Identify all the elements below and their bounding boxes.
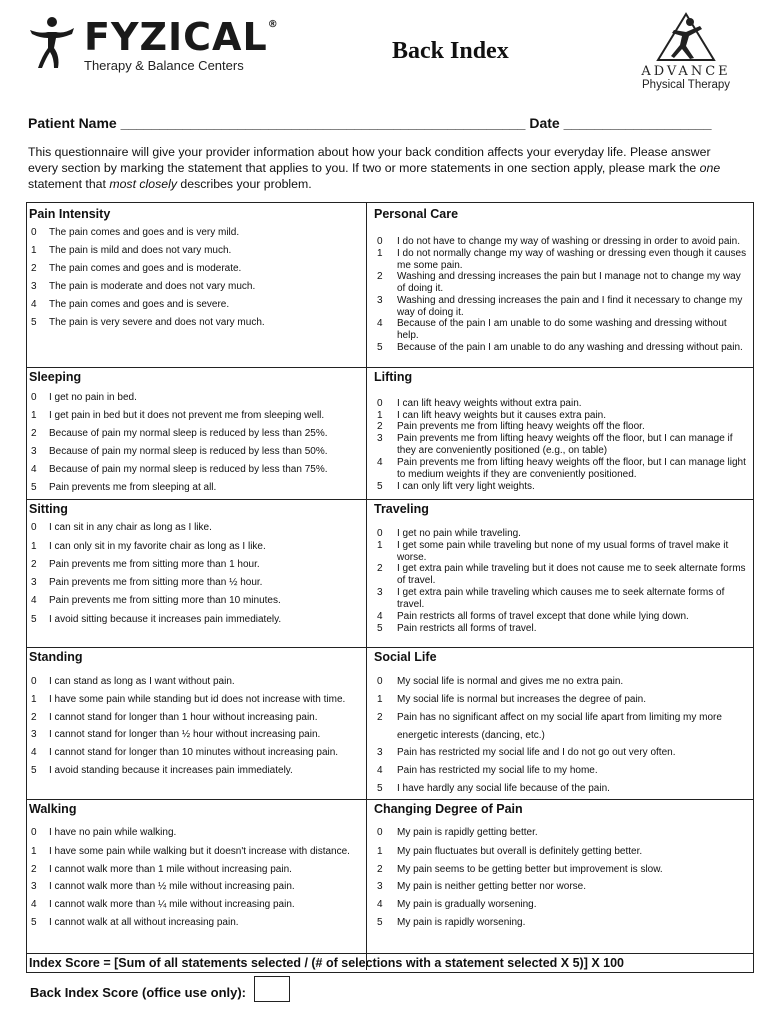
statement-sleeping-2[interactable] <box>31 428 328 439</box>
statement-number: 3 <box>377 433 383 444</box>
statement-text: Pain prevents me from sitting more than 1 hour. <box>49 559 260 570</box>
statement-text: My pain is rapidly getting better. <box>397 827 538 838</box>
statement-sleeping-0[interactable] <box>31 392 137 403</box>
statement-number: 1 <box>377 410 383 421</box>
statement-number: 3 <box>31 881 37 892</box>
statement-text: Pain prevents me from sleeping at all. <box>49 482 217 493</box>
statement-text: Pain prevents me from sitting more than 10 minutes. <box>49 595 281 606</box>
statement-pain-intensity-1[interactable] <box>31 245 231 256</box>
statement-social-life-4[interactable] <box>377 765 747 777</box>
statement-number: 2 <box>377 563 383 574</box>
statement-text: Pain has no significant affect on my social life apart from limiting my more <box>397 712 722 723</box>
statement-number: 5 <box>31 317 37 328</box>
statement-text: I get no pain in bed. <box>49 392 137 403</box>
statement-pain-intensity-2[interactable] <box>31 263 241 274</box>
statement-number: 0 <box>377 398 383 409</box>
section-title-personal-care: Personal Care <box>374 207 459 221</box>
statement-text: I can only lift very light weights. <box>397 481 535 492</box>
statement-traveling-2[interactable] <box>377 563 747 586</box>
statement-number: 4 <box>377 765 383 776</box>
statement-personal-care-3[interactable] <box>377 295 747 318</box>
statement-text: energetic interests (dancing, etc.) <box>397 730 545 741</box>
row-divider <box>27 499 753 500</box>
statement-sleeping-5[interactable] <box>31 482 216 493</box>
statement-number: 0 <box>377 528 383 539</box>
column-divider <box>366 203 367 970</box>
statement-number: 4 <box>31 595 37 606</box>
statement-lifting-5[interactable] <box>377 481 747 493</box>
statement-walking-2[interactable] <box>31 864 292 875</box>
statement-number: 5 <box>377 623 383 634</box>
statement-number: 5 <box>377 917 383 928</box>
statement-lifting-0[interactable] <box>377 398 747 410</box>
statement-text: I cannot walk more than 1 mile without increasing pain. <box>49 864 292 875</box>
statement-text: The pain is mild and does not vary much. <box>49 245 232 256</box>
statement-text: Pain prevents me from lifting heavy weights off the floor. <box>397 421 645 432</box>
section-title-sleeping: Sleeping <box>29 370 82 384</box>
statement-text: I get extra pain while traveling but it does not cause me to seek alternate forms of travel. <box>397 563 746 586</box>
office-score-box[interactable] <box>254 976 290 1002</box>
statement-number: 1 <box>31 410 37 421</box>
statement-number: 1 <box>377 248 383 259</box>
advance-name: ADVANCE <box>641 64 731 79</box>
statement-traveling-0[interactable] <box>377 528 747 540</box>
statement-number: 0 <box>377 676 383 687</box>
statement-standing-2[interactable] <box>31 712 318 723</box>
statement-sitting-3[interactable] <box>31 577 262 588</box>
statement-number: 0 <box>31 227 37 238</box>
statement-number: 2 <box>377 864 383 875</box>
statement-number: 1 <box>31 846 37 857</box>
statement-text: My social life is normal but increases the degree of pain. <box>397 694 647 705</box>
statement-text: I can stand as long as I want without pain. <box>49 676 235 687</box>
statement-text: I get extra pain while traveling which causes me to seek alternate forms of travel. <box>397 587 725 610</box>
statement-text: I have some pain while walking but it doesn't increase with distance. <box>49 846 350 857</box>
advance-sub: Physical Therapy <box>642 79 730 91</box>
statement-text: The pain comes and goes and is moderate. <box>49 263 242 274</box>
statement-text: I cannot walk more than ½ mile without increasing pain. <box>49 881 295 892</box>
statement-text: Pain restricts all forms of travel except that done while lying down. <box>397 611 689 622</box>
statement-text: I do not normally change my way of washing or dressing even though it causes me some pain. <box>397 248 747 271</box>
statement-number: 5 <box>377 481 383 492</box>
statement-text: Pain prevents me from sitting more than ½ hour. <box>49 577 263 588</box>
statement-text: The pain comes and goes and is very mild. <box>49 227 240 238</box>
section-title-standing: Standing <box>29 650 83 664</box>
statement-traveling-1[interactable] <box>377 540 747 563</box>
statement-text: I have no pain while walking. <box>49 827 177 838</box>
statement-text: Because of pain my normal sleep is reduced by less than 50%. <box>49 446 328 457</box>
brand-name: FYZICAL <box>84 15 268 59</box>
statement-text: Because of pain my normal sleep is reduced by less than 75%. <box>49 464 328 475</box>
statement-number: 3 <box>31 577 37 588</box>
statement-number: 0 <box>31 676 37 687</box>
statement-number: 0 <box>31 522 37 533</box>
statement-sitting-2[interactable] <box>31 559 260 570</box>
statement-walking-3[interactable] <box>31 881 295 892</box>
statement-walking-1[interactable] <box>31 846 350 857</box>
statement-social-life-0[interactable] <box>377 676 747 688</box>
statement-number: 2 <box>31 263 37 274</box>
statement-text: I can sit in any chair as long as I like. <box>49 522 212 533</box>
statement-number: 2 <box>31 428 37 439</box>
statement-text: I can lift heavy weights but it causes extra pain. <box>397 410 606 421</box>
statement-number: 4 <box>31 747 37 758</box>
statement-text: I get pain in bed but it does not prevent me from sleeping well. <box>49 410 325 421</box>
statement-text: I cannot stand for longer than ½ hour without increasing pain. <box>49 729 321 740</box>
row-divider <box>27 647 753 648</box>
questionnaire-table <box>26 202 754 973</box>
statement-sitting-1[interactable] <box>31 541 266 552</box>
statement-changing-degree-of-pain-3[interactable] <box>377 881 747 893</box>
statement-personal-care-4[interactable] <box>377 318 747 341</box>
patient-name-date-line[interactable]: Patient Name ____________________________________________________ Date ___________________ <box>28 115 712 131</box>
statement-number: 1 <box>31 541 37 552</box>
statement-number: 2 <box>377 271 383 282</box>
statement-text: Washing and dressing increases the pain but I manage not to change my way of doing it. <box>397 271 741 294</box>
statement-number: 2 <box>31 559 37 570</box>
statement-number: 1 <box>377 846 383 857</box>
statement-number: 4 <box>377 899 383 910</box>
statement-text: The pain comes and goes and is severe. <box>49 299 230 310</box>
statement-text: Pain has restricted my social life to my home. <box>397 765 598 776</box>
statement-number: 0 <box>377 236 383 247</box>
statement-standing-4[interactable] <box>31 747 338 758</box>
statement-changing-degree-of-pain-2[interactable] <box>377 864 747 876</box>
statement-number: 0 <box>31 392 37 403</box>
statement-text: I get some pain while traveling but none of my usual forms of travel make it worse. <box>397 540 729 563</box>
statement-social-life-1[interactable] <box>377 694 747 706</box>
statement-text: Pain prevents me from lifting heavy weights off the floor, but I can manage light to medium weights if they are conveniently positioned. <box>397 457 746 480</box>
statement-number: 3 <box>377 295 383 306</box>
statement-text: I cannot stand for longer than 1 hour without increasing pain. <box>49 712 318 723</box>
statement-personal-care-5[interactable] <box>377 342 747 354</box>
statement-standing-5[interactable] <box>31 765 293 776</box>
statement-number: 5 <box>377 342 383 353</box>
row-divider <box>27 799 753 800</box>
page-title: Back Index <box>392 38 509 64</box>
section-title-pain-intensity: Pain Intensity <box>29 207 111 221</box>
statement-lifting-3[interactable] <box>377 433 747 456</box>
statement-number: 4 <box>377 611 383 622</box>
statement-text: I have hardly any social life because of the pain. <box>397 783 610 794</box>
statement-number: 1 <box>31 245 37 256</box>
section-title-social-life: Social Life <box>374 650 437 664</box>
statement-number: 5 <box>31 917 37 928</box>
statement-number: 3 <box>377 881 383 892</box>
office-score-label: Back Index Score (office use only): <box>30 985 247 1000</box>
statement-number: 3 <box>31 446 37 457</box>
statement-number: 4 <box>377 318 383 329</box>
statement-number: 0 <box>377 827 383 838</box>
statement-text: I cannot walk more than ¼ mile without increasing pain. <box>49 899 295 910</box>
statement-sleeping-3[interactable] <box>31 446 328 457</box>
statement-pain-intensity-5[interactable] <box>31 317 265 328</box>
statement-pain-intensity-4[interactable] <box>31 299 229 310</box>
statement-text: My pain is gradually worsening. <box>397 899 537 910</box>
statement-text: My pain seems to be getting better but improvement is slow. <box>397 864 663 875</box>
statement-number: 2 <box>31 712 37 723</box>
statement-number: 4 <box>31 464 37 475</box>
statement-personal-care-1[interactable] <box>377 248 747 271</box>
statement-social-life-2[interactable] <box>377 712 747 724</box>
statement-text: I avoid sitting because it increases pain immediately. <box>49 614 282 625</box>
statement-text: My pain fluctuates but overall is definitely getting better. <box>397 846 643 857</box>
statement-standing-1[interactable] <box>31 694 345 705</box>
statement-social-life-cont <box>377 730 747 742</box>
statement-personal-care-2[interactable] <box>377 271 747 294</box>
statement-number: 4 <box>31 299 37 310</box>
statement-text: Washing and dressing increases the pain and I find it necessary to change my way of doing it. <box>397 295 743 318</box>
statement-traveling-3[interactable] <box>377 587 747 610</box>
statement-number: 4 <box>31 899 37 910</box>
statement-sleeping-1[interactable] <box>31 410 324 421</box>
advance-figure-icon <box>656 12 716 62</box>
statement-text: I avoid standing because it increases pain immediately. <box>49 765 293 776</box>
statement-text: Pain has restricted my social life and I do not go out very often. <box>397 747 676 758</box>
statement-walking-5[interactable] <box>31 917 239 928</box>
fyzical-figure-icon <box>26 14 78 70</box>
statement-number: 5 <box>31 614 37 625</box>
statement-pain-intensity-0[interactable] <box>31 227 239 238</box>
statement-sleeping-4[interactable] <box>31 464 328 475</box>
statement-standing-0[interactable] <box>31 676 235 687</box>
statement-number: 1 <box>377 694 383 705</box>
statement-traveling-5[interactable] <box>377 623 747 635</box>
statement-walking-4[interactable] <box>31 899 295 910</box>
statement-number: 5 <box>31 765 37 776</box>
statement-text: My social life is normal and gives me no extra pain. <box>397 676 624 687</box>
statement-text: Pain prevents me from lifting heavy weights off the floor, but I can manage if they are conveniently positioned (e.g., on table) <box>397 433 733 456</box>
statement-number: 3 <box>31 729 37 740</box>
statement-number: 2 <box>31 864 37 875</box>
statement-number: 2 <box>377 712 383 723</box>
statement-text: I can only sit in my favorite chair as long as I like. <box>49 541 266 552</box>
statement-changing-degree-of-pain-5[interactable] <box>377 917 747 929</box>
section-title-walking: Walking <box>29 802 77 816</box>
statement-sitting-0[interactable] <box>31 522 212 533</box>
advance-pt-logo <box>636 12 736 102</box>
statement-text: I have some pain while standing but id does not increase with time. <box>49 694 346 705</box>
statement-text: I can lift heavy weights without extra pain. <box>397 398 582 409</box>
statement-number: 0 <box>31 827 37 838</box>
statement-changing-degree-of-pain-0[interactable] <box>377 827 747 839</box>
statement-text: I cannot stand for longer than 10 minutes without increasing pain. <box>49 747 339 758</box>
statement-sitting-4[interactable] <box>31 595 281 606</box>
statement-lifting-4[interactable] <box>377 457 747 480</box>
statement-text: Pain restricts all forms of travel. <box>397 623 537 634</box>
statement-social-life-3[interactable] <box>377 747 747 759</box>
statement-pain-intensity-3[interactable] <box>31 281 255 292</box>
statement-text: Because of the pain I am unable to do some washing and dressing without help. <box>397 318 727 341</box>
statement-traveling-4[interactable] <box>377 611 747 623</box>
statement-text: I get no pain while traveling. <box>397 528 521 539</box>
statement-text: Because of the pain I am unable to do any washing and dressing without pain. <box>397 342 743 353</box>
section-title-changing-degree-of-pain: Changing Degree of Pain <box>374 802 523 816</box>
statement-number: 1 <box>31 694 37 705</box>
row-divider <box>27 367 753 368</box>
statement-number: 1 <box>377 540 383 551</box>
statement-number: 3 <box>377 747 383 758</box>
statement-sitting-5[interactable] <box>31 614 281 625</box>
statement-lifting-1[interactable] <box>377 410 747 422</box>
statement-text: I cannot walk at all without increasing pain. <box>49 917 239 928</box>
section-title-traveling: Traveling <box>374 502 429 516</box>
statement-text: My pain is neither getting better nor worse. <box>397 881 586 892</box>
statement-changing-degree-of-pain-4[interactable] <box>377 899 747 911</box>
statement-social-life-5[interactable] <box>377 783 747 795</box>
brand-tagline: Therapy & Balance Centers <box>84 58 244 73</box>
statement-number: 2 <box>377 421 383 432</box>
statement-number: 3 <box>31 281 37 292</box>
section-title-lifting: Lifting <box>374 370 413 384</box>
statement-walking-0[interactable] <box>31 827 176 838</box>
statement-number: 5 <box>377 783 383 794</box>
statement-standing-3[interactable] <box>31 729 320 740</box>
fyzical-logo <box>26 14 279 74</box>
statement-lifting-2[interactable] <box>377 421 747 433</box>
statement-text: I do not have to change my way of washing or dressing in order to avoid pain. <box>397 236 740 247</box>
statement-text: Because of pain my normal sleep is reduced by less than 25%. <box>49 428 328 439</box>
statement-number: 4 <box>377 457 383 468</box>
statement-personal-care-0[interactable] <box>377 236 747 248</box>
index-score-formula: Index Score = [Sum of all statements selected / (# of selections with a statement selected X 5)] X 100 <box>27 953 753 972</box>
statement-changing-degree-of-pain-1[interactable] <box>377 846 747 858</box>
section-title-sitting: Sitting <box>29 502 68 516</box>
registered-mark: ® <box>267 19 279 30</box>
statement-number: 3 <box>377 587 383 598</box>
statement-text: The pain is very severe and does not vary much. <box>49 317 265 328</box>
statement-text: The pain is moderate and does not vary much. <box>49 281 256 292</box>
statement-number: 5 <box>31 482 37 493</box>
instructions: This questionnaire will give your provider information about how your back condition affects your everyday life. Please answer every section by marking the statement that applies to you. If two or more statements in one section apply, please mark the one statement that most closely describes your problem. <box>28 145 721 191</box>
statement-text: My pain is rapidly worsening. <box>397 917 526 928</box>
